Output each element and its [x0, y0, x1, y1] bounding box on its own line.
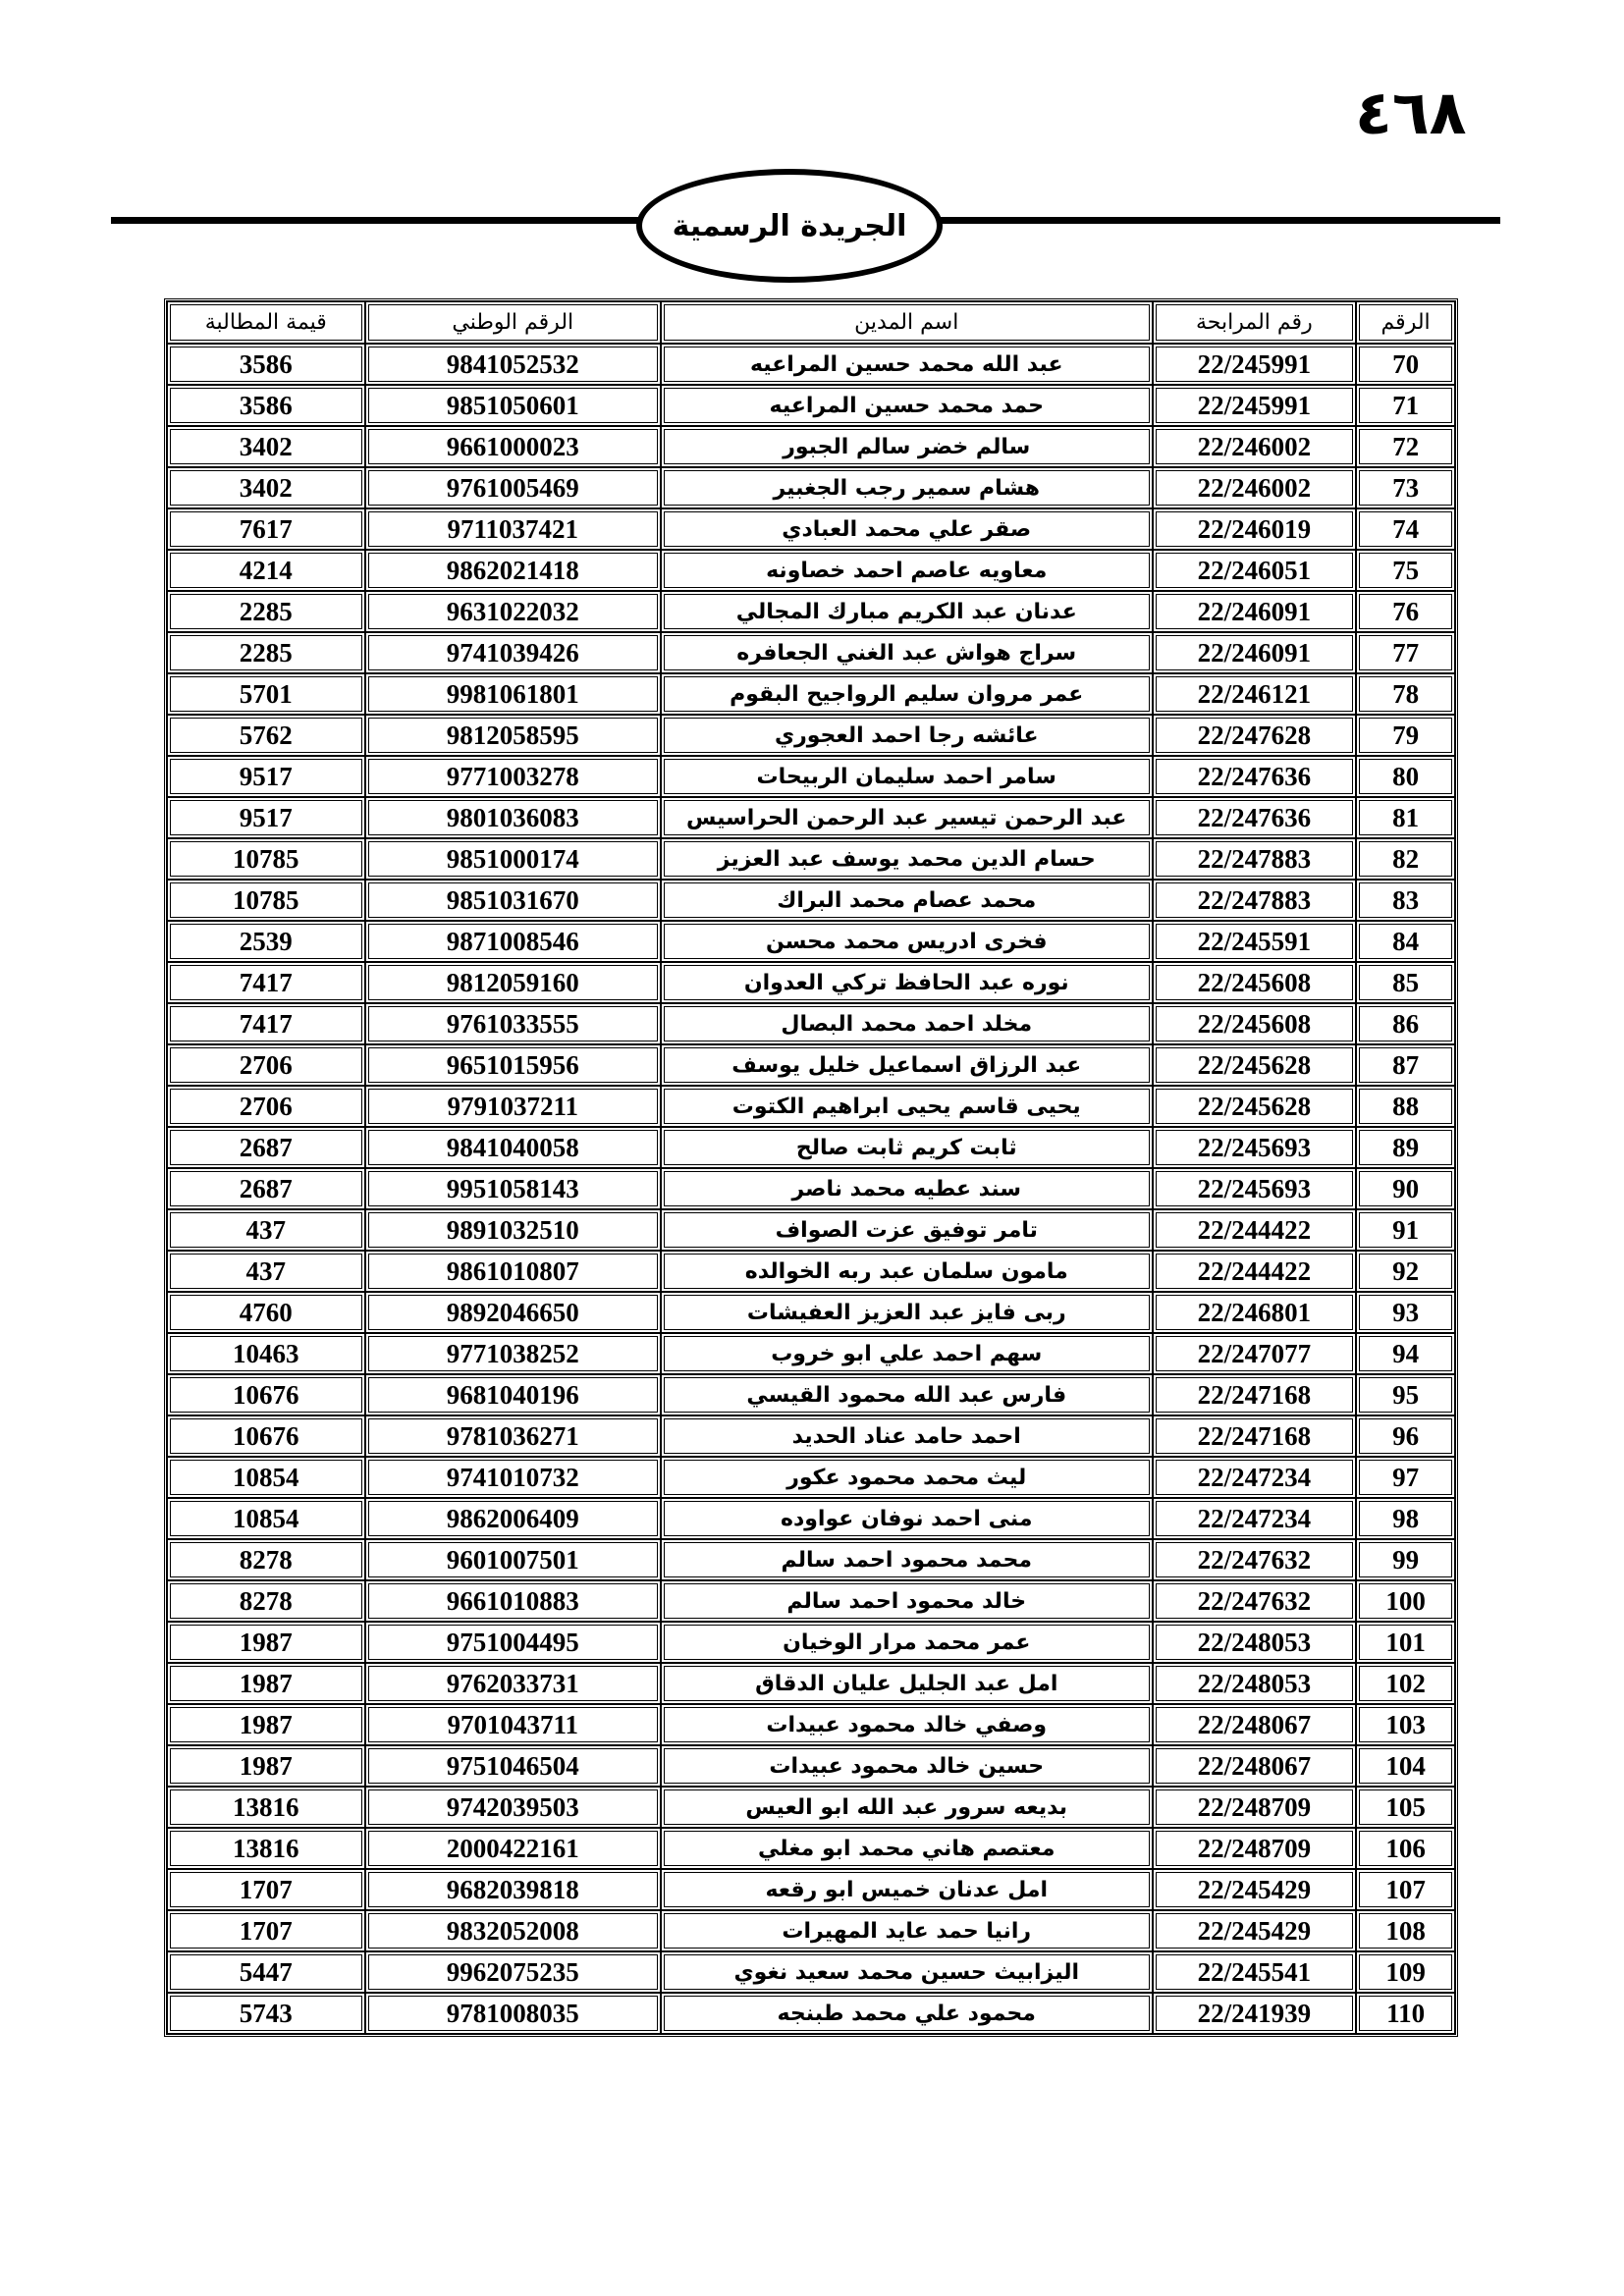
table-row [167, 1663, 1455, 1704]
claim-value: 2706 [167, 1086, 365, 1127]
national-id: 9812058595 [365, 715, 661, 756]
claim-value: 5762 [167, 715, 365, 756]
murabaha-number: 22/245541 [1153, 1951, 1357, 1993]
table-row [167, 1745, 1455, 1787]
row-index: 70 [1356, 344, 1455, 385]
murabaha-number: 22/248053 [1153, 1622, 1357, 1663]
table-row [167, 1951, 1455, 1993]
national-id: 9781008035 [365, 1993, 661, 2034]
debtor-name: عبد الله محمد حسين المراعيه [661, 344, 1153, 385]
claim-value: 1987 [167, 1663, 365, 1704]
claim-value: 4760 [167, 1292, 365, 1333]
row-index: 103 [1356, 1704, 1455, 1745]
debtor-name: ثابت كريم ثابت صالح [661, 1127, 1153, 1168]
debtor-name: عبد الرحمن تيسير عبد الرحمن الحراسيس [661, 797, 1153, 838]
murabaha-number: 22/244422 [1153, 1209, 1357, 1251]
debtor-name: سند عطيه محمد ناصر [661, 1168, 1153, 1209]
table-row [167, 1498, 1455, 1539]
national-id: 9841040058 [365, 1127, 661, 1168]
table-row [167, 1044, 1455, 1086]
header-debtor-name: اسم المدين [661, 301, 1153, 344]
row-index: 94 [1356, 1333, 1455, 1374]
claim-value: 5447 [167, 1951, 365, 1993]
row-index: 79 [1356, 715, 1455, 756]
murabaha-number: 22/245991 [1153, 385, 1357, 426]
table-row [167, 344, 1455, 385]
row-index: 80 [1356, 756, 1455, 797]
national-id: 9651015956 [365, 1044, 661, 1086]
murabaha-number: 22/247883 [1153, 838, 1357, 880]
row-index: 74 [1356, 508, 1455, 550]
claim-value: 7617 [167, 508, 365, 550]
national-id: 9762033731 [365, 1663, 661, 1704]
national-id: 9711037421 [365, 508, 661, 550]
table-row [167, 1333, 1455, 1374]
murabaha-number: 22/245429 [1153, 1869, 1357, 1910]
murabaha-number: 22/247077 [1153, 1333, 1357, 1374]
claim-value: 10785 [167, 880, 365, 921]
table-row [167, 1704, 1455, 1745]
table-row [167, 1415, 1455, 1457]
murabaha-number: 22/247636 [1153, 797, 1357, 838]
claim-value: 2285 [167, 632, 365, 673]
claim-value: 1987 [167, 1745, 365, 1787]
debtor-name: سراج هواش عبد الغني الجعافره [661, 632, 1153, 673]
debtor-name: حسين خالد محمود عبيدات [661, 1745, 1153, 1787]
row-index: 97 [1356, 1457, 1455, 1498]
national-id: 9761033555 [365, 1003, 661, 1044]
table-row [167, 1993, 1455, 2034]
table-row [167, 1003, 1455, 1044]
debtor-name: سامر احمد سليمان الربيحات [661, 756, 1153, 797]
national-id: 9631022032 [365, 591, 661, 632]
claim-value: 10854 [167, 1457, 365, 1498]
row-index: 99 [1356, 1539, 1455, 1580]
row-index: 92 [1356, 1251, 1455, 1292]
debtor-name: اليزابيث حسين محمد سعيد نغوي [661, 1951, 1153, 1993]
claim-value: 2687 [167, 1168, 365, 1209]
murabaha-number: 22/241939 [1153, 1993, 1357, 2034]
table-row [167, 1539, 1455, 1580]
table-row [167, 1622, 1455, 1663]
murabaha-number: 22/246051 [1153, 550, 1357, 591]
table-row [167, 1292, 1455, 1333]
national-id: 9751046504 [365, 1745, 661, 1787]
header-index: الرقم [1356, 301, 1455, 344]
row-index: 76 [1356, 591, 1455, 632]
murabaha-number: 22/245591 [1153, 921, 1357, 962]
table-row [167, 1580, 1455, 1622]
claim-value: 2687 [167, 1127, 365, 1168]
row-index: 109 [1356, 1951, 1455, 1993]
row-index: 72 [1356, 426, 1455, 467]
row-index: 104 [1356, 1745, 1455, 1787]
claim-value: 3586 [167, 344, 365, 385]
debtor-name: حمد محمد حسين المراعيه [661, 385, 1153, 426]
claim-value: 10676 [167, 1374, 365, 1415]
murabaha-number: 22/248067 [1153, 1704, 1357, 1745]
claim-value: 3586 [167, 385, 365, 426]
row-index: 81 [1356, 797, 1455, 838]
table-row [167, 550, 1455, 591]
row-index: 101 [1356, 1622, 1455, 1663]
debtor-name: سهم احمد علي ابو خروب [661, 1333, 1153, 1374]
table-header-row [167, 301, 1455, 344]
murabaha-number: 22/247636 [1153, 756, 1357, 797]
debtor-name: يحيى قاسم يحيى ابراهيم الكتوت [661, 1086, 1153, 1127]
claim-value: 7417 [167, 962, 365, 1003]
table-row [167, 1457, 1455, 1498]
debtor-name: خالد محمود احمد سالم [661, 1580, 1153, 1622]
claim-value: 10463 [167, 1333, 365, 1374]
header-national-id: الرقم الوطني [365, 301, 661, 344]
claim-value: 437 [167, 1251, 365, 1292]
debtor-name: عمر محمد مرار الوخيان [661, 1622, 1153, 1663]
national-id: 9771003278 [365, 756, 661, 797]
claim-value: 3402 [167, 426, 365, 467]
murabaha-number: 22/246002 [1153, 426, 1357, 467]
debtor-name: محمد محمود احمد سالم [661, 1539, 1153, 1580]
national-id: 9682039818 [365, 1869, 661, 1910]
claim-value: 10854 [167, 1498, 365, 1539]
table-row [167, 632, 1455, 673]
claim-value: 13816 [167, 1828, 365, 1869]
table-row [167, 1828, 1455, 1869]
national-id: 9791037211 [365, 1086, 661, 1127]
claim-value: 2285 [167, 591, 365, 632]
debtor-name: نوره عبد الحافظ تركي العدوان [661, 962, 1153, 1003]
murabaha-number: 22/246019 [1153, 508, 1357, 550]
row-index: 102 [1356, 1663, 1455, 1704]
murabaha-number: 22/247632 [1153, 1580, 1357, 1622]
table-row [167, 1086, 1455, 1127]
national-id: 9892046650 [365, 1292, 661, 1333]
row-index: 86 [1356, 1003, 1455, 1044]
row-index: 98 [1356, 1498, 1455, 1539]
national-id: 9601007501 [365, 1539, 661, 1580]
murabaha-number: 22/246002 [1153, 467, 1357, 508]
murabaha-number: 22/245991 [1153, 344, 1357, 385]
header-claim-value: قيمة المطالبة [167, 301, 365, 344]
row-index: 78 [1356, 673, 1455, 715]
national-id: 9871008546 [365, 921, 661, 962]
table-row [167, 467, 1455, 508]
table-row [167, 715, 1455, 756]
table-row [167, 673, 1455, 715]
row-index: 82 [1356, 838, 1455, 880]
national-id: 9741010732 [365, 1457, 661, 1498]
claim-value: 7417 [167, 1003, 365, 1044]
claims-table [164, 298, 1458, 2037]
murabaha-number: 22/247632 [1153, 1539, 1357, 1580]
national-id: 9841052532 [365, 344, 661, 385]
header-ellipse [636, 169, 943, 283]
table-row [167, 1787, 1455, 1828]
row-index: 91 [1356, 1209, 1455, 1251]
murabaha-number: 22/245693 [1153, 1168, 1357, 1209]
claim-value: 9517 [167, 797, 365, 838]
debtor-name: ربى فايز عبد العزيز العفيشات [661, 1292, 1153, 1333]
debtor-name: رانيا حمد عايد المهيرات [661, 1910, 1153, 1951]
murabaha-number: 22/247168 [1153, 1415, 1357, 1457]
murabaha-number: 22/248067 [1153, 1745, 1357, 1787]
debtor-name: معاويه عاصم احمد خصاونه [661, 550, 1153, 591]
murabaha-number: 22/244422 [1153, 1251, 1357, 1292]
row-index: 84 [1356, 921, 1455, 962]
murabaha-number: 22/245429 [1153, 1910, 1357, 1951]
claim-value: 8278 [167, 1580, 365, 1622]
row-index: 83 [1356, 880, 1455, 921]
national-id: 9981061801 [365, 673, 661, 715]
debtor-name: عدنان عبد الكريم مبارك المجالي [661, 591, 1153, 632]
table-row [167, 1374, 1455, 1415]
claim-value: 4214 [167, 550, 365, 591]
national-id: 9661010883 [365, 1580, 661, 1622]
debtor-name: وصفي خالد محمود عبيدات [661, 1704, 1153, 1745]
debtor-name: مامون سلمان عبد ربه الخوالده [661, 1251, 1153, 1292]
debtor-name: احمد حامد عناد الحديد [661, 1415, 1153, 1457]
claim-value: 8278 [167, 1539, 365, 1580]
table-row [167, 426, 1455, 467]
claim-value: 13816 [167, 1787, 365, 1828]
murabaha-number: 22/248709 [1153, 1828, 1357, 1869]
national-id: 9701043711 [365, 1704, 661, 1745]
murabaha-number: 22/247234 [1153, 1457, 1357, 1498]
table-row [167, 838, 1455, 880]
debtor-name: ليث محمد محمود عكور [661, 1457, 1153, 1498]
table-row [167, 1251, 1455, 1292]
row-index: 88 [1356, 1086, 1455, 1127]
murabaha-number: 22/245608 [1153, 1003, 1357, 1044]
murabaha-number: 22/245628 [1153, 1044, 1357, 1086]
row-index: 108 [1356, 1910, 1455, 1951]
row-index: 93 [1356, 1292, 1455, 1333]
claim-value: 437 [167, 1209, 365, 1251]
table-row [167, 880, 1455, 921]
national-id: 9862006409 [365, 1498, 661, 1539]
murabaha-number: 22/247234 [1153, 1498, 1357, 1539]
murabaha-number: 22/246121 [1153, 673, 1357, 715]
claim-value: 1707 [167, 1910, 365, 1951]
debtor-name: امل عبد الجليل عليان الدقاق [661, 1663, 1153, 1704]
page-number: ٤٦٨ [1355, 77, 1467, 148]
table-row [167, 797, 1455, 838]
debtor-name: تامر توفيق عزت الصواف [661, 1209, 1153, 1251]
national-id: 9781036271 [365, 1415, 661, 1457]
murabaha-number: 22/245628 [1153, 1086, 1357, 1127]
row-index: 107 [1356, 1869, 1455, 1910]
murabaha-number: 22/246091 [1153, 632, 1357, 673]
debtor-name: محمود علي محمد طبنجه [661, 1993, 1153, 2034]
table-row [167, 591, 1455, 632]
national-id: 2000422161 [365, 1828, 661, 1869]
table-row [167, 1168, 1455, 1209]
debtor-name: هشام سمير رجب الجغبير [661, 467, 1153, 508]
debtor-name: فخرى ادريس محمد محسن [661, 921, 1153, 962]
table-row [167, 1127, 1455, 1168]
national-id: 9771038252 [365, 1333, 661, 1374]
claim-value: 10785 [167, 838, 365, 880]
murabaha-number: 22/248709 [1153, 1787, 1357, 1828]
murabaha-number: 22/246091 [1153, 591, 1357, 632]
debtor-name: بديعه سرور عبد الله ابو العيس [661, 1787, 1153, 1828]
table-row [167, 921, 1455, 962]
row-index: 110 [1356, 1993, 1455, 2034]
national-id: 9832052008 [365, 1910, 661, 1951]
table-row [167, 756, 1455, 797]
national-id: 9751004495 [365, 1622, 661, 1663]
national-id: 9962075235 [365, 1951, 661, 1993]
table-row [167, 962, 1455, 1003]
debtor-name: حسام الدين محمد يوسف عبد العزيز [661, 838, 1153, 880]
national-id: 9851000174 [365, 838, 661, 880]
murabaha-number: 22/247883 [1153, 880, 1357, 921]
debtor-name: امل عدنان خميس ابو رقعه [661, 1869, 1153, 1910]
national-id: 9681040196 [365, 1374, 661, 1415]
row-index: 100 [1356, 1580, 1455, 1622]
row-index: 89 [1356, 1127, 1455, 1168]
row-index: 73 [1356, 467, 1455, 508]
debtor-name: عائشه رجا احمد العجوري [661, 715, 1153, 756]
murabaha-number: 22/247168 [1153, 1374, 1357, 1415]
claim-value: 2539 [167, 921, 365, 962]
row-index: 105 [1356, 1787, 1455, 1828]
header-murabaha-number: رقم المرابحة [1153, 301, 1357, 344]
claim-value: 5743 [167, 1993, 365, 2034]
table-row [167, 385, 1455, 426]
row-index: 75 [1356, 550, 1455, 591]
claim-value: 9517 [167, 756, 365, 797]
gazette-title: الجريدة الرسمية [672, 208, 907, 243]
national-id: 9891032510 [365, 1209, 661, 1251]
murabaha-number: 22/247628 [1153, 715, 1357, 756]
debtor-name: عبد الرزاق اسماعيل خليل يوسف [661, 1044, 1153, 1086]
murabaha-number: 22/246801 [1153, 1292, 1357, 1333]
claim-value: 3402 [167, 467, 365, 508]
row-index: 106 [1356, 1828, 1455, 1869]
debtor-name: سالم خضر سالم الجبور [661, 426, 1153, 467]
national-id: 9761005469 [365, 467, 661, 508]
table-row [167, 1209, 1455, 1251]
claim-value: 1987 [167, 1704, 365, 1745]
row-index: 77 [1356, 632, 1455, 673]
national-id: 9742039503 [365, 1787, 661, 1828]
claim-value: 1987 [167, 1622, 365, 1663]
debtor-name: عمر مروان سليم الرواجيح البقوم [661, 673, 1153, 715]
national-id: 9862021418 [365, 550, 661, 591]
table-row [167, 1910, 1455, 1951]
row-index: 85 [1356, 962, 1455, 1003]
claim-value: 1707 [167, 1869, 365, 1910]
national-id: 9661000023 [365, 426, 661, 467]
debtor-name: محمد عصام محمد البراك [661, 880, 1153, 921]
murabaha-number: 22/248053 [1153, 1663, 1357, 1704]
row-index: 95 [1356, 1374, 1455, 1415]
table-row [167, 508, 1455, 550]
debtor-name: صقر علي محمد العبادي [661, 508, 1153, 550]
national-id: 9851031670 [365, 880, 661, 921]
murabaha-number: 22/245608 [1153, 962, 1357, 1003]
claim-value: 5701 [167, 673, 365, 715]
national-id: 9861010807 [365, 1251, 661, 1292]
national-id: 9851050601 [365, 385, 661, 426]
national-id: 9801036083 [365, 797, 661, 838]
debtor-name: منى احمد نوفان عواوده [661, 1498, 1153, 1539]
table-row [167, 1869, 1455, 1910]
debtor-name: فارس عبد الله محمود القيسي [661, 1374, 1153, 1415]
claim-value: 10676 [167, 1415, 365, 1457]
row-index: 87 [1356, 1044, 1455, 1086]
row-index: 96 [1356, 1415, 1455, 1457]
row-index: 71 [1356, 385, 1455, 426]
national-id: 9951058143 [365, 1168, 661, 1209]
debtor-name: معتصم هاني محمد ابو مغلي [661, 1828, 1153, 1869]
national-id: 9741039426 [365, 632, 661, 673]
national-id: 9812059160 [365, 962, 661, 1003]
murabaha-number: 22/245693 [1153, 1127, 1357, 1168]
claim-value: 2706 [167, 1044, 365, 1086]
debtor-name: مخلد احمد محمد البصال [661, 1003, 1153, 1044]
row-index: 90 [1356, 1168, 1455, 1209]
